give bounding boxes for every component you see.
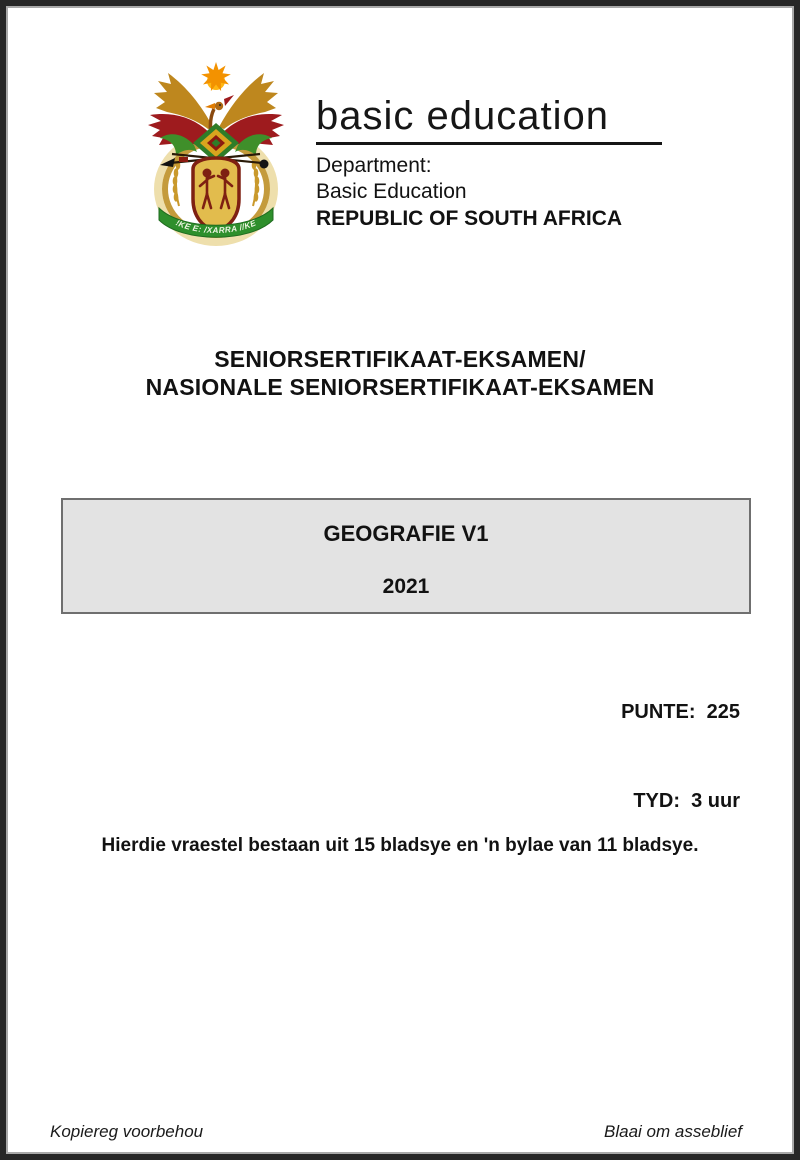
exam-year: 2021: [382, 575, 430, 598]
exam-title-line-2: NASIONALE SENIORSERTIFIKAAT-EKSAMEN: [145, 374, 655, 400]
coat-of-arms-logo: [146, 61, 286, 246]
subject-title: GEOGRAFIE V1: [323, 521, 489, 546]
sun-icon: [201, 62, 231, 91]
motto-text: !KE E: /XARRA //KE: [174, 218, 258, 236]
exam-meta: [621, 655, 740, 859]
country-name: REPUBLIC OF SOUTH AFRICA: [316, 207, 623, 230]
brand-wordmark: basic education: [316, 94, 609, 138]
department-name: Basic Education: [316, 180, 467, 203]
marks-value: PUNTE: 225: [621, 701, 740, 723]
shield: [193, 158, 239, 232]
department-label: Department:: [316, 154, 432, 177]
department-text-block: [316, 61, 662, 232]
exam-title: [6, 345, 794, 401]
subject-box: [61, 498, 751, 614]
exam-title-line-1: SENIORSERTIFIKAAT-EKSAMEN/: [214, 346, 586, 372]
time-value: TYD: 3 uur: [633, 790, 740, 812]
footer-turn-over: Blaai om asseblief: [604, 1122, 742, 1141]
brand-underline: [316, 142, 662, 145]
paper-note: Hierdie vraestel bestaan uit 15 bladsye en 'n bylae van 11 bladsye.: [101, 835, 699, 856]
masthead: [146, 61, 662, 246]
footer-copyright: Kopiereg voorbehou: [50, 1122, 204, 1141]
page-footer: [50, 1122, 742, 1142]
